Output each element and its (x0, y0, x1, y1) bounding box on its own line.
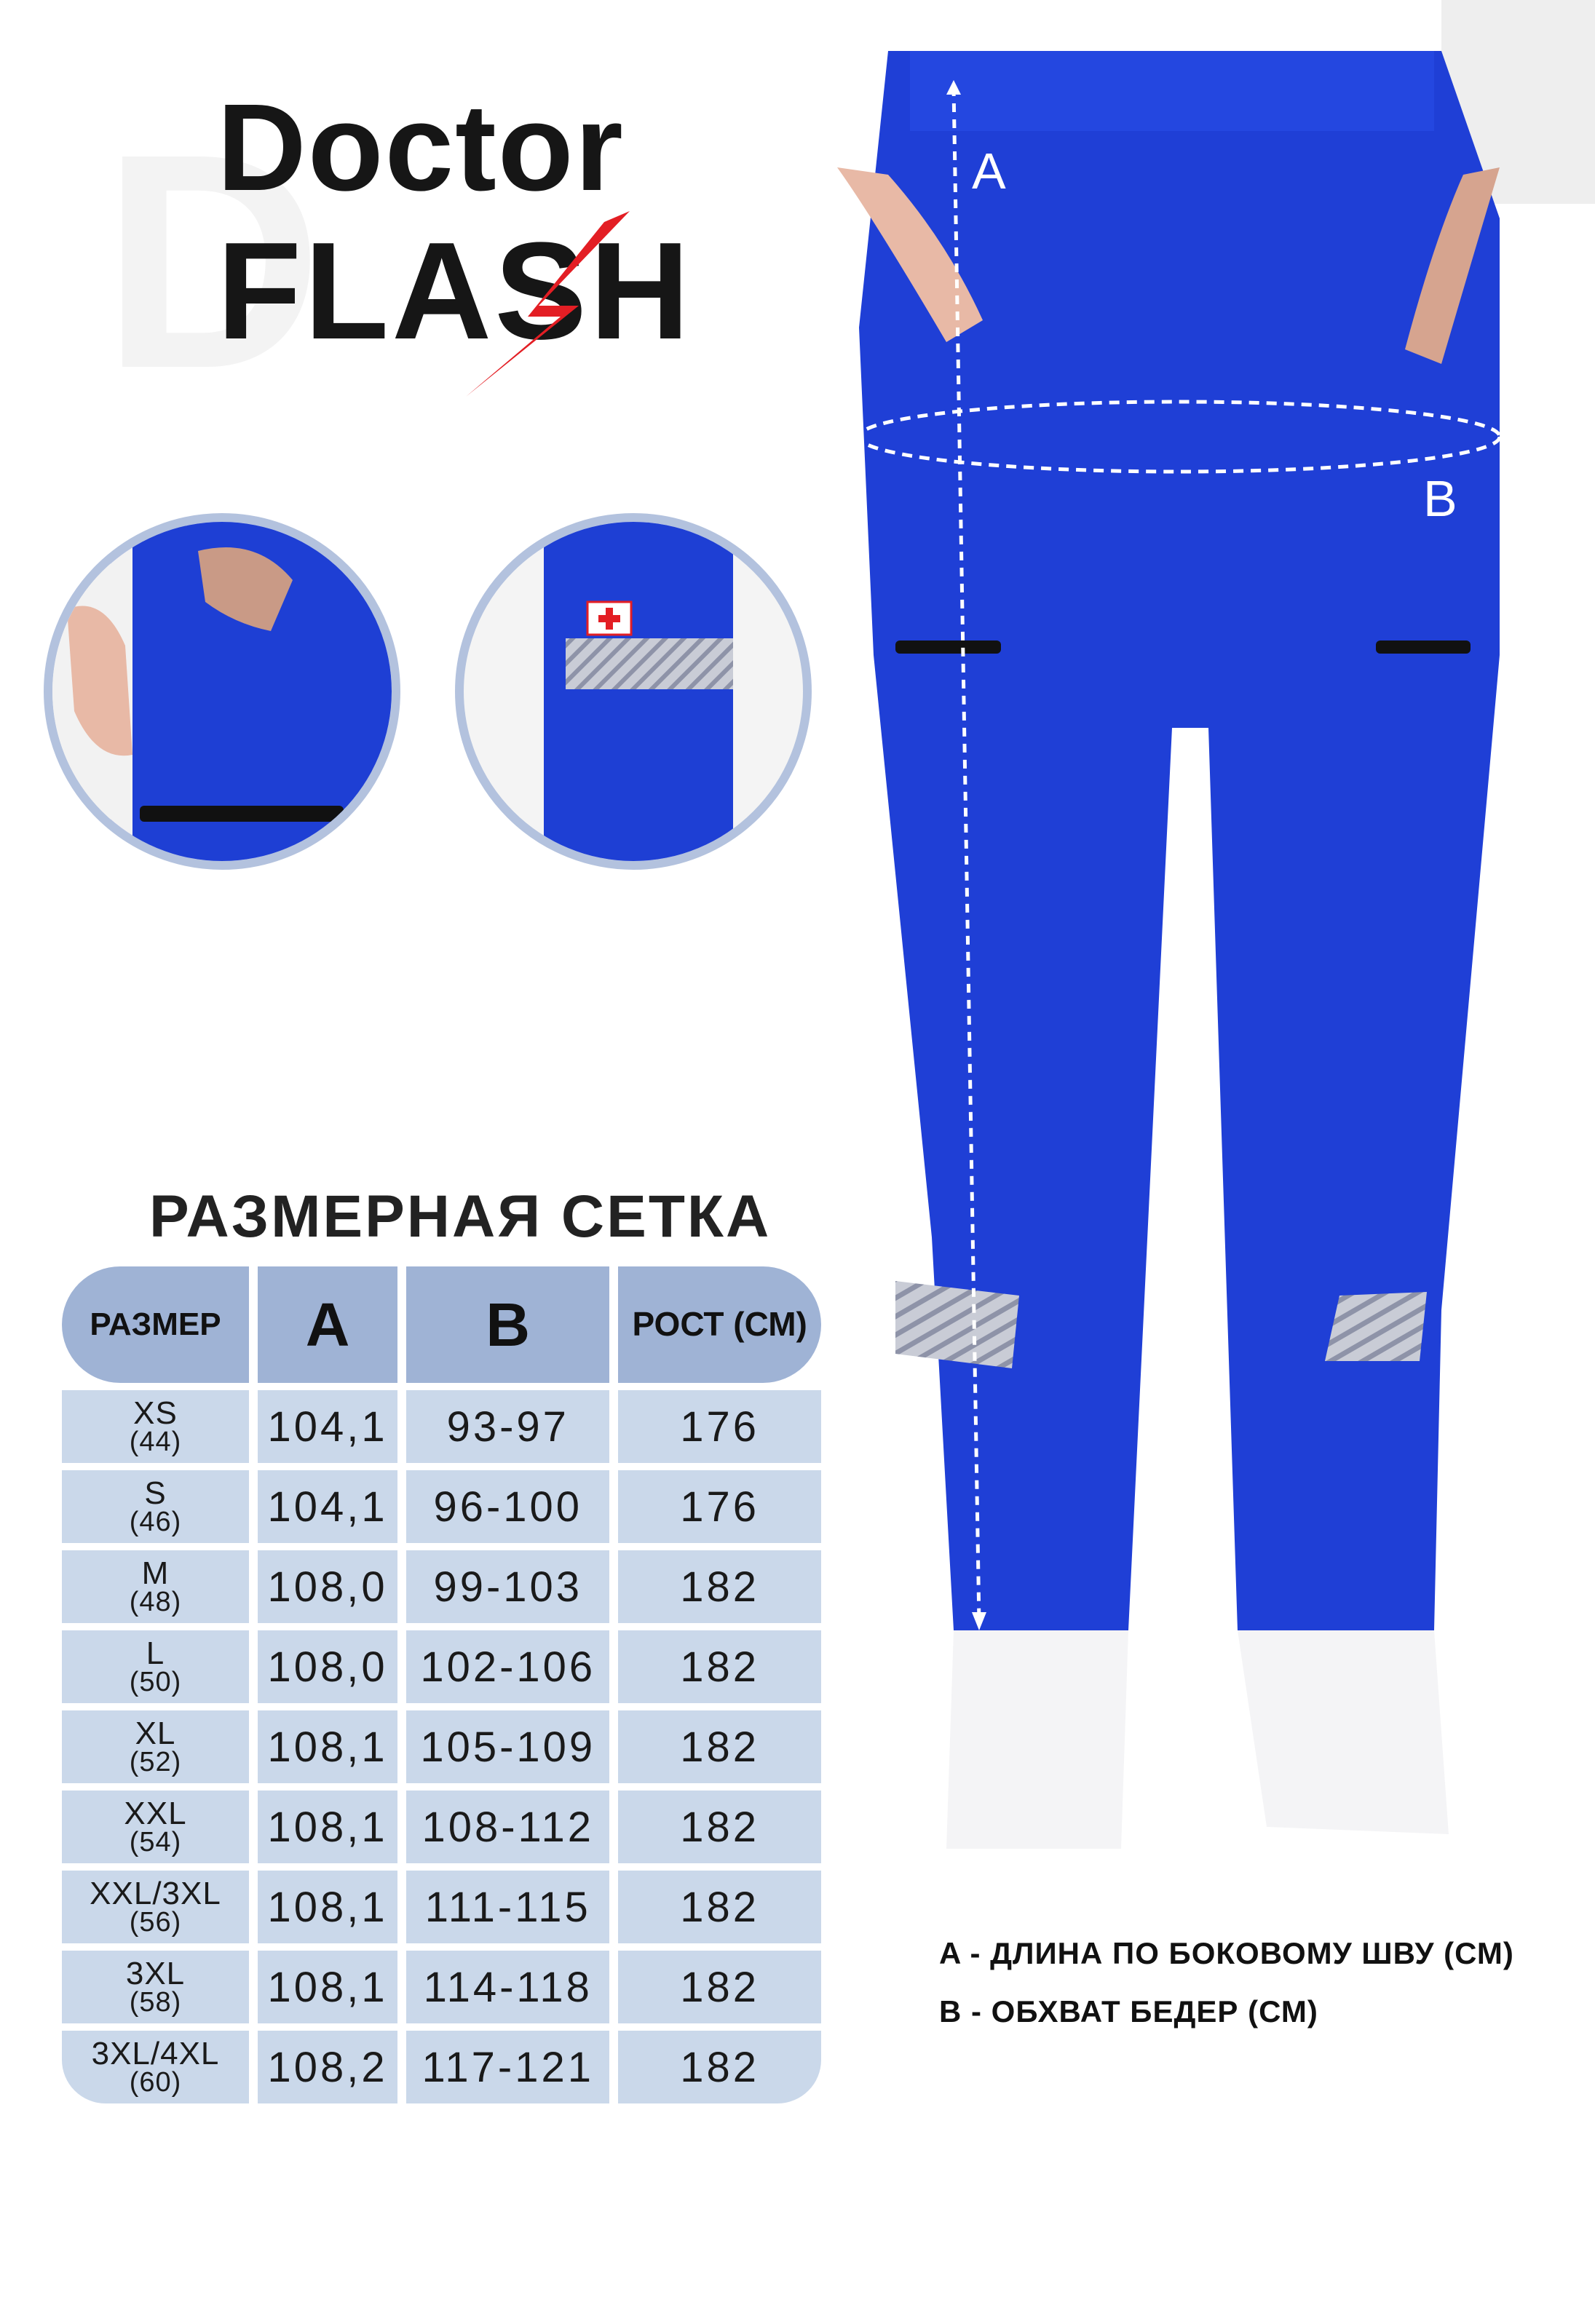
cell-b: 108-112 (406, 1790, 609, 1863)
cell-height: 182 (618, 1550, 821, 1623)
size-chart-title: РАЗМЕРНАЯ СЕТКА (149, 1183, 772, 1250)
cell-a: 108,1 (258, 1790, 397, 1863)
table-row (62, 1790, 821, 1863)
cell-a: 108,2 (258, 2031, 397, 2103)
table-row (62, 1710, 821, 1783)
legend-b: B - ОБХВАТ БЕДЕР (СМ) (939, 1994, 1318, 2028)
size-ru: (48) (129, 1586, 182, 1617)
cell-a: 108,1 (258, 1710, 397, 1783)
cell-size (62, 1710, 249, 1783)
size-ru: (60) (129, 2066, 182, 2098)
table-row (62, 1951, 821, 2023)
cell-a: 108,0 (258, 1550, 397, 1623)
detail-reflective-image (455, 513, 812, 870)
logo-watermark: D (102, 91, 316, 432)
table-row (62, 1550, 821, 1623)
cell-b: 105-109 (406, 1710, 609, 1783)
size-ru: (44) (129, 1426, 182, 1457)
measure-label-a: A (972, 143, 1006, 199)
size-label: 3XL/4XL (91, 2036, 220, 2072)
cell-b: 114-118 (406, 1951, 609, 2023)
cell-size (62, 1550, 249, 1623)
size-label: 3XL (125, 1956, 186, 1992)
cell-a: 108,1 (258, 1951, 397, 2023)
size-label: M (141, 1555, 170, 1592)
cell-height: 182 (618, 1630, 821, 1703)
size-ru: (52) (129, 1746, 182, 1777)
size-ru: (54) (129, 1826, 182, 1857)
size-label: XL (135, 1716, 176, 1752)
size-label: L (146, 1635, 165, 1672)
table-row (62, 1871, 821, 1943)
size-label: XXL (124, 1796, 187, 1832)
header-b: B (406, 1266, 609, 1383)
pants-photo (801, 0, 1595, 1892)
cell-height: 176 (618, 1390, 821, 1463)
measure-label-b: B (1423, 470, 1457, 527)
cell-size (62, 1790, 249, 1863)
cell-height: 182 (618, 1951, 821, 2023)
header-a: A (258, 1266, 397, 1383)
size-ru: (46) (129, 1506, 182, 1537)
size-label: S (144, 1475, 167, 1512)
size-label: XXL/3XL (90, 1876, 221, 1912)
size-label: XS (133, 1395, 178, 1432)
cell-size (62, 1390, 249, 1463)
cell-size (62, 1871, 249, 1943)
table-row (62, 1630, 821, 1703)
size-ru: (58) (129, 1986, 182, 2018)
size-ru: (50) (129, 1666, 182, 1697)
table-row (62, 2031, 821, 2103)
size-ru: (56) (129, 1906, 182, 1938)
cell-a: 108,1 (258, 1871, 397, 1943)
detail-pocket-image (44, 513, 400, 870)
cell-b: 99-103 (406, 1550, 609, 1623)
table-row (62, 1470, 821, 1543)
cell-height: 176 (618, 1470, 821, 1543)
cell-b: 111-115 (406, 1871, 609, 1943)
table-row (62, 1390, 821, 1463)
cell-height: 182 (618, 2031, 821, 2103)
cell-size (62, 1951, 249, 2023)
header-size: РАЗМЕР (62, 1266, 249, 1383)
cell-b: 117-121 (406, 2031, 609, 2103)
cell-size (62, 1470, 249, 1543)
header-height: РОСТ (СМ) (618, 1266, 821, 1383)
brand-logo-line1: Doctor (217, 79, 625, 217)
cell-height: 182 (618, 1790, 821, 1863)
cell-size (62, 1630, 249, 1703)
cell-a: 108,0 (258, 1630, 397, 1703)
cell-height: 182 (618, 1710, 821, 1783)
legend-a: A - ДЛИНА ПО БОКОВОМУ ШВУ (СМ) (939, 1936, 1514, 1970)
cell-size (62, 2031, 249, 2103)
cell-b: 96-100 (406, 1470, 609, 1543)
cell-a: 104,1 (258, 1470, 397, 1543)
cell-height: 182 (618, 1871, 821, 1943)
size-table (53, 1259, 830, 2111)
lightning-bolt-icon (459, 211, 648, 400)
cell-b: 93-97 (406, 1390, 609, 1463)
brand-logo-line2: FLASH (217, 214, 693, 368)
cell-a: 104,1 (258, 1390, 397, 1463)
cell-b: 102-106 (406, 1630, 609, 1703)
